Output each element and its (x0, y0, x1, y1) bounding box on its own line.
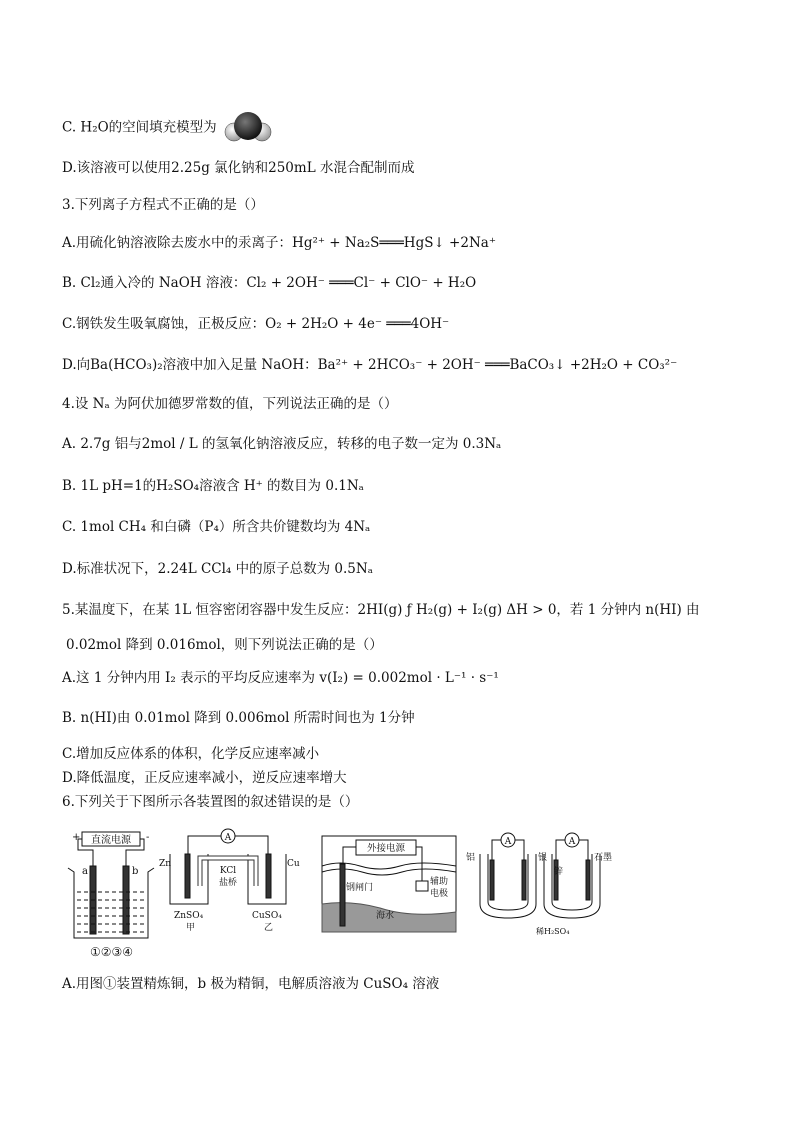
question-3-option-b: B. Cl₂通入冷的 NaOH 溶液：Cl₂ + 2OH⁻ ═══Cl⁻ + ClO⁻ + H₂O (62, 275, 477, 291)
fig1-electrode-b: b (132, 866, 139, 877)
fig1-power-label: 直流电源 (91, 835, 131, 846)
question-5-option-a: A.这 1 分钟内用 I₂ 表示的平均反应速率为 v(I₂) = 0.002mol · L⁻¹ · s⁻¹ (62, 670, 499, 686)
apparatus-figures (60, 826, 620, 960)
figure-2-galvanic-cell (159, 829, 300, 933)
fig3-aux-label-2: 电极 (430, 889, 449, 899)
fig4-zn-label: 锌 (554, 867, 564, 877)
fig2-zn-label: Zn (159, 859, 172, 869)
fig2-kcl-label: KCl (219, 866, 237, 876)
fig4-al-label: 铝 (466, 853, 476, 863)
fig2-bridge-label: 盐桥 (218, 878, 238, 888)
question-6-option-a: A.用图①装置精炼铜，b 极为精铜，电解质溶液为 CuSO₄ 溶液 (62, 976, 440, 992)
fig2-cu-label: Cu (287, 859, 300, 869)
option-d-solution: D.该溶液可以使用2.25g 氯化钠和250mL 水混合配制而成 (62, 160, 415, 176)
fig4-ammeter-1: A (504, 837, 512, 847)
question-5-option-b: B. n(HI)由 0.01mol 降到 0.006mol 所需时间也为 1分钟 (62, 710, 415, 726)
question-3-option-a: A.用硫化钠溶液除去废水中的汞离子：Hg²⁺ + Na₂S═══HgS↓ +2Na⁺ (62, 235, 496, 251)
question-3-option-d: D.向Ba(HCO₃)₂溶液中加入足量 NaOH：Ba²⁺ + 2HCO₃⁻ + 2OH⁻ ═══BaCO₃↓ +2H₂O + CO₃²⁻ (62, 357, 678, 373)
figure-4-utube-cells (466, 833, 612, 936)
fig2-cuso4-label: CuSO₄ (252, 911, 282, 921)
figure-1-electrolysis (68, 832, 154, 938)
fig3-aux-label-1: 辅助 (430, 877, 449, 887)
h2o-space-filling-model-icon (223, 110, 273, 146)
question-3: 3.下列离子方程式不正确的是（） (62, 197, 264, 213)
question-5: 5.某温度下，在某 1L 恒容密闭容器中发生反应：2HI(g) ƒ H₂(g) + I₂(g) ΔH > 0，若 1 分钟内 n(HI) 由 (62, 602, 700, 618)
figure-3-protection (322, 836, 456, 932)
question-6: 6.下列关于下图所示各装置图的叙述错误的是（） (62, 794, 359, 810)
option-c-h2o (62, 110, 273, 146)
question-4-option-b: B. 1L pH=1的H₂SO₄溶液含 H⁺ 的数目为 0.1Nₐ (62, 478, 364, 494)
question-5-continuation: 0.02mol 降到 0.016mol，则下列说法正确的是（） (66, 637, 383, 653)
fig3-sea-label: 海水 (376, 911, 395, 921)
fig4-graphite-label: 石墨 (594, 853, 613, 863)
question-5-option-c: C.增加反应体系的体积，化学反应速率减小 (62, 746, 320, 762)
fig4-ag-label: 银 (538, 853, 548, 863)
fig2-ammeter: A (224, 833, 232, 843)
question-4-option-d: D.标准状况下，2.24L CCl₄ 中的原子总数为 0.5Nₐ (62, 561, 373, 577)
figure-numbers: ①②③④ (90, 945, 134, 959)
fig1-electrode-a: a (82, 866, 88, 877)
fig2-jia-label: 甲 (186, 923, 196, 933)
fig1-minus: - (146, 832, 150, 843)
fig4-acid-label: 稀H₂SO₄ (536, 927, 570, 936)
question-5-option-d: D.降低温度，正反应速率减小，逆反应速率增大 (62, 770, 347, 786)
question-4-option-a: A. 2.7g 铝与2mol / L 的氢氧化钠溶液反应，转移的电子数一定为 0.3Nₐ (62, 436, 502, 452)
question-4: 4.设 Nₐ 为阿伏加德罗常数的值，下列说法正确的是（） (62, 396, 398, 412)
fig3-power-label: 外接电源 (366, 843, 406, 854)
fig2-znso4-label: ZnSO₄ (174, 911, 204, 921)
option-c-h2o-text: C. H₂O的空间填充模型为 (62, 119, 217, 136)
fig3-gate-label: 钢闸门 (346, 883, 374, 893)
fig1-plus: + (72, 832, 81, 843)
fig4-ammeter-2: A (568, 837, 576, 847)
question-4-option-c: C. 1mol CH₄ 和白磷（P₄）所含共价键数均为 4Nₐ (62, 519, 371, 535)
question-3-option-c: C.钢铁发生吸氧腐蚀，正极反应：O₂ + 2H₂O + 4e⁻ ═══4OH⁻ (62, 316, 450, 332)
fig2-yi-label: 乙 (264, 923, 274, 933)
